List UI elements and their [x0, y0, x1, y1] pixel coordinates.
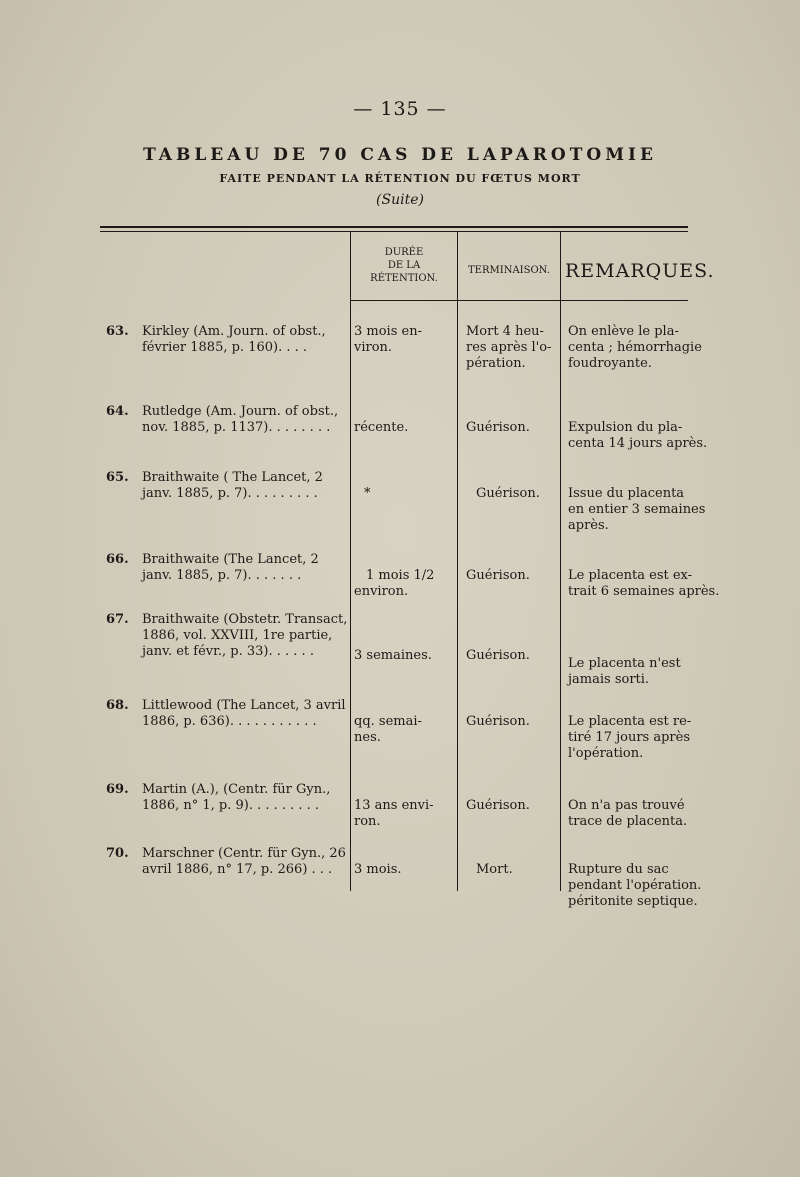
reference-line: janv. 1885, p. 7). . . . . . . . . — [142, 486, 318, 501]
row-duree — [354, 648, 454, 664]
row-terminaison — [466, 714, 558, 730]
remarques-line: trace de placenta. — [568, 814, 688, 829]
header-rule — [350, 300, 688, 301]
row-remarques — [568, 656, 692, 688]
terminaison-line: Guérison. — [466, 714, 530, 729]
remarques-line: pendant l'opération. — [568, 878, 702, 893]
reference-line: Braithwaite (The Lancet, 2 — [142, 552, 319, 567]
row-duree — [354, 862, 454, 878]
reference-line: avril 1886, n° 17, p. 266) . . . — [142, 862, 333, 877]
row-duree — [354, 420, 454, 436]
reference-line: février 1885, p. 160). . . . — [142, 340, 308, 355]
terminaison-line: Guérison. — [466, 568, 530, 583]
top-rule — [100, 226, 688, 228]
row-duree — [354, 798, 454, 830]
duree-line: 3 mois. — [354, 862, 402, 877]
remarques-line: foudroyante. — [568, 356, 652, 371]
duree-line: ron. — [354, 814, 381, 829]
terminaison-line: Guérison. — [466, 798, 530, 813]
reference-line: janv. et févr., p. 33). . . . . . — [142, 644, 314, 659]
terminaison-line: Mort 4 heu- — [466, 324, 544, 339]
duree-line: récente. — [354, 420, 409, 435]
row-terminaison — [466, 798, 558, 814]
reference-line: 1886, n° 1, p. 9). . . . . . . . . — [142, 798, 320, 813]
column-divider — [560, 231, 561, 891]
row-number: 67. — [106, 612, 129, 627]
row-remarques — [568, 420, 708, 452]
row-number: 69. — [106, 782, 129, 797]
row-duree — [354, 714, 454, 746]
duree-line: 3 semaines. — [354, 648, 432, 663]
terminaison-line: pération. — [466, 356, 526, 371]
remarques-line: centa ; hémorrhagie — [568, 340, 702, 355]
row-number: 64. — [106, 404, 129, 419]
remarques-line: après. — [568, 518, 609, 533]
header-duree-line2: DE LA — [387, 260, 421, 271]
row-remarques — [568, 324, 702, 372]
remarques-line: On enlève le pla- — [568, 324, 679, 339]
reference-line: 1886, vol. XXVIII, 1re partie, — [142, 628, 333, 643]
reference-line: Braithwaite ( The Lancet, 2 — [142, 470, 323, 485]
duree-line: qq. semai- — [354, 714, 422, 729]
reference-line: Marschner (Centr. für Gyn., 26 — [142, 846, 346, 861]
page-number: — 135 — — [353, 98, 447, 120]
row-terminaison — [476, 486, 568, 502]
reference-line: Rutledge (Am. Journ. of obst., — [142, 404, 339, 419]
remarques-line: Le placenta n'est — [568, 656, 681, 671]
row-remarques — [568, 862, 702, 910]
remarques-line: jamais sorti. — [568, 672, 650, 687]
duree-line: 1 mois 1/2 — [366, 568, 435, 583]
remarques-line: On n'a pas trouvé — [568, 798, 685, 813]
row-duree — [364, 486, 464, 502]
remarques-line: trait 6 semaines après. — [568, 584, 720, 599]
header-terminaison: TERMINAISON. — [468, 265, 550, 276]
row-duree — [354, 324, 454, 356]
row-remarques — [568, 486, 706, 534]
reference-line: Kirkley (Am. Journ. of obst., — [142, 324, 326, 339]
suite-label: (Suite) — [376, 192, 424, 208]
remarques-line: Expulsion du pla- — [568, 420, 683, 435]
row-number: 70. — [106, 846, 129, 861]
remarques-line: Rupture du sac — [568, 862, 669, 877]
reference-line: 1886, p. 636). . . . . . . . . . . — [142, 714, 317, 729]
reference-line: janv. 1885, p. 7). . . . . . . — [142, 568, 302, 583]
row-duree — [354, 568, 454, 600]
duree-line: 13 ans envi- — [354, 798, 434, 813]
duree-line: * — [364, 486, 371, 501]
terminaison-line: Mort. — [476, 862, 513, 877]
terminaison-line: Guérison. — [466, 648, 530, 663]
row-number: 65. — [106, 470, 129, 485]
duree-line: environ. — [354, 584, 409, 599]
duree-line: nes. — [354, 730, 381, 745]
remarques-line: Le placenta est ex- — [568, 568, 693, 583]
table-title: TABLEAU DE 70 CAS DE LAPAROTOMIE — [143, 145, 657, 165]
header-remarques: REMARQUES. — [565, 260, 715, 282]
row-terminaison — [466, 648, 558, 664]
remarques-line: Le placenta est re- — [568, 714, 692, 729]
row-number: 66. — [106, 552, 129, 567]
row-number: 68. — [106, 698, 129, 713]
header-duree-line3: RÉTENTION. — [370, 273, 438, 284]
remarques-line: l'opération. — [568, 746, 644, 761]
remarques-line: en entier 3 semaines — [568, 502, 706, 517]
row-terminaison — [466, 324, 558, 372]
remarques-line: péritonite septique. — [568, 894, 698, 909]
reference-line: Martin (A.), (Centr. für Gyn., — [142, 782, 331, 797]
row-terminaison — [466, 568, 558, 584]
table-subtitle: FAITE PENDANT LA RÉTENTION DU FŒTUS MORT — [219, 172, 581, 185]
reference-line: Braithwaite (Obstetr. Transact, — [142, 612, 348, 627]
row-terminaison — [476, 862, 568, 878]
row-remarques — [568, 798, 692, 830]
remarques-line: centa 14 jours après. — [568, 436, 708, 451]
duree-line: viron. — [354, 340, 393, 355]
row-remarques — [568, 568, 720, 600]
row-number: 63. — [106, 324, 129, 339]
header-duree-line1: DURÉE — [384, 247, 424, 258]
row-remarques — [568, 714, 692, 762]
row-terminaison — [466, 420, 558, 436]
terminaison-line: Guérison. — [476, 486, 540, 501]
terminaison-line: res après l'o- — [466, 340, 552, 355]
header-duree — [352, 246, 456, 285]
column-divider — [457, 231, 458, 891]
terminaison-line: Guérison. — [466, 420, 530, 435]
remarques-line: tiré 17 jours après — [568, 730, 690, 745]
reference-line: Littlewood (The Lancet, 3 avril — [142, 698, 346, 713]
remarques-line: Issue du placenta — [568, 486, 685, 501]
duree-line: 3 mois en- — [354, 324, 422, 339]
reference-line: nov. 1885, p. 1137). . . . . . . . — [142, 420, 331, 435]
top-rule-thin — [100, 231, 688, 232]
